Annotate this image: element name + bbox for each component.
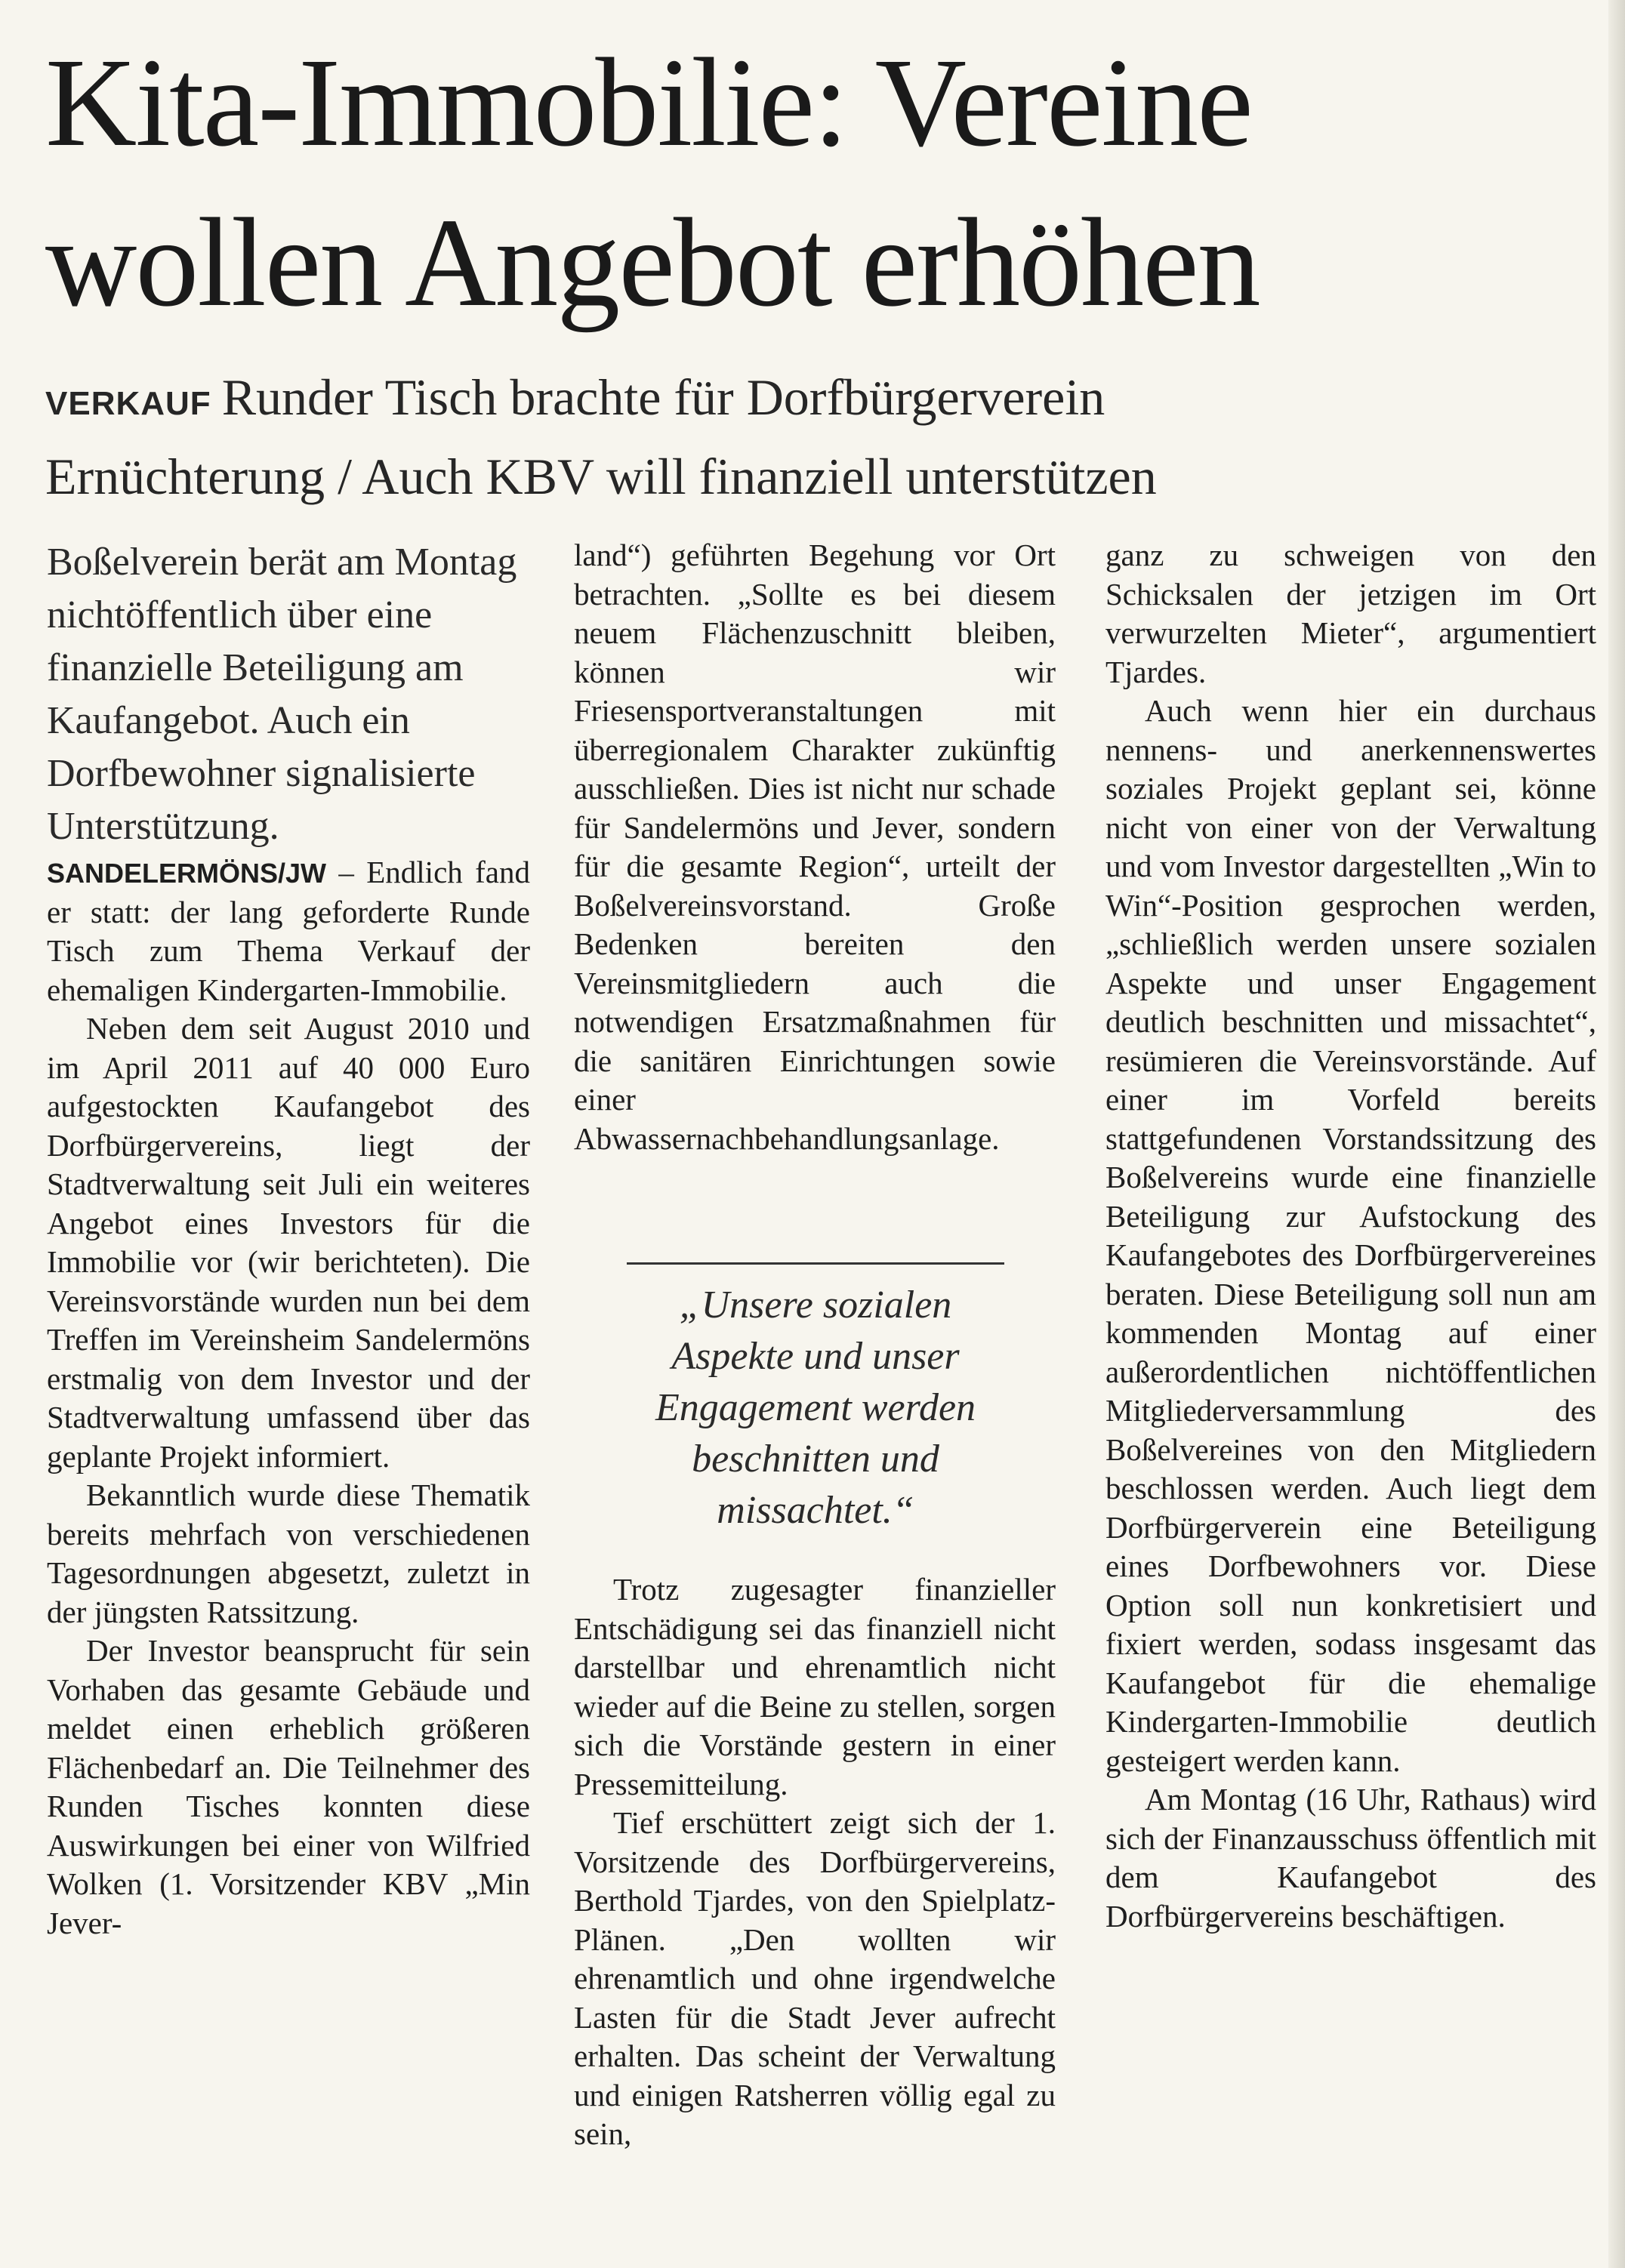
pull-quote: „Unsere sozialen Aspekte und unser Engagement werden beschnitten und missachtet.“ xyxy=(627,1262,1004,1536)
scan-edge-shadow xyxy=(1608,0,1625,2268)
column-1 xyxy=(47,536,530,1943)
column-2 xyxy=(574,536,1056,1158)
column-3 xyxy=(1105,536,1596,1936)
subhead-line-1 xyxy=(45,361,1593,440)
paragraph-3: Bekanntlich wurde diese Thematik bereits mehrfach von verschiedenen Tagesordnungen abgesetzt, zuletzt in der jüngsten Ratssitzung. xyxy=(47,1478,530,1629)
headline-line-2: wollen Angebot erhöhen xyxy=(45,193,1260,333)
paragraph-1-text: – Endlich fand er statt: der lang geforderte Runde Tisch zum Thema Verkauf der ehemaligen Kindergarten-Immobilie. xyxy=(47,855,530,1007)
subhead-text-1: Runder Tisch brachte für Dorfbürgerverein xyxy=(221,368,1105,426)
paragraph-2: Neben dem seit August 2010 und im April 2011 auf 40 000 Euro aufgestockten Kaufangebot des Dorfbürgervereins, liegt der Stadtverwaltung seit Juli ein weiteres Angebot eines Investors für die Immobilie vor (wir berichteten). Die Vereinsvorstände wurden nun bei dem Treffen im Vereinsheim Sandelermöns erstmalig von dem Investor und der Stadtverwaltung umfassend über das geplante Projekt informiert. xyxy=(47,1011,530,1474)
dateline: SANDELERMÖNS/JW xyxy=(47,858,327,889)
headline xyxy=(45,23,1586,343)
subhead-line-2: Ernüchterung / Auch KBV will finanziell unterstützen xyxy=(45,448,1157,505)
paragraph-1 xyxy=(47,853,530,1009)
subheadline xyxy=(45,361,1593,513)
kicker: VERKAUF xyxy=(45,385,211,422)
headline-line-1: Kita-Immobilie: Vereine xyxy=(45,32,1252,173)
paragraph-10: Am Montag (16 Uhr, Rathaus) wird sich der Finanzausschuss öffentlich mit dem Kaufangebot des Dorfbürgervereins beschäftigen. xyxy=(1105,1782,1596,1934)
paragraph-6: Trotz zugesagter finanzieller Entschädigung sei das finanziell nicht darstellbar und ehrenamtlich nicht wieder auf die Beine zu stellen, sorgen sich die Vorstände gestern in einer Pressemitteilung. xyxy=(574,1572,1056,1801)
column-2-continued xyxy=(574,1570,1056,2154)
paragraph-7: Tief erschüttert zeigt sich der 1. Vorsitzende des Dorfbürgervereins, Berthold Tjardes, von den Spielplatz-Plänen. „Den wollten wir ehrenamtlich und ohne irgendwelche Lasten für die Stadt Jever aufrecht erhalten. Das scheint der Verwaltung und einigen Ratsherren völlig egal zu sein, xyxy=(574,1805,1056,2151)
paragraph-8: ganz zu schweigen von den Schicksalen der jetzigen im Ort verwurzelten Mieter“, argumentiert Tjardes. xyxy=(1105,538,1596,689)
paragraph-4: Der Investor beansprucht für sein Vorhaben das gesamte Gebäude und meldet einen erheblich größeren Flächenbedarf an. Die Teilnehmer des Runden Tisches konnten diese Auswirkungen bei einer von Wilfried Wolken (1. Vorsitzender KBV „Min Jever- xyxy=(47,1633,530,1940)
paragraph-5: land“) geführten Begehung vor Ort betrachten. „Sollte es bei diesem neuem Flächenzuschnitt bleiben, können wir Friesensportveranstaltungen mit überregionalem Charakter zukünftig ausschließen. Dies ist nicht nur schade für Sandelermöns und Jever, sondern für die gesamte Region“, urteilt der Boßelvereinsvorstand. Große Bedenken bereiten den Vereinsmitgliedern auch die notwendigen Ersatzmaßnahmen für die sanitären Einrichtungen sowie einer Abwassernachbehandlungsanlage. xyxy=(574,538,1056,1156)
paragraph-9: Auch wenn hier ein durchaus nennens- und anerkennenswertes soziales Projekt geplant sei, könne nicht von einer von der Verwaltung und vom Investor dargestellten „Win to Win“-Position gesprochen werden, „schließlich werden unsere sozialen Aspekte und unser Engagement deutlich beschnitten und missachtet“, resümieren die Vereinsvorstände. Auf einer im Vorfeld bereits stattgefundenen Vorstandssitzung des Boßelvereins wurde eine finanzielle Beteiligung zur Aufstockung des Kaufangebotes des Dorfbürgervereines beraten. Diese Beteiligung soll nun am kommenden Montag auf einer außerordentlichen nichtöffentlichen Mitgliederversammlung des Boßelvereines von den Mitgliedern beschlossen werden. Auch liegt dem Dorfbürgerverein eine Beteiligung eines Dorfbewohners vor. Diese Option soll nun konkretisiert und fixiert werden, sodass insgesamt das Kaufangebot für die ehemalige Kindergarten-Immobilie deutlich gesteigert werden kann. xyxy=(1105,693,1596,1778)
teaser: Boßelverein berät am Montag nichtöffentlich über eine finanzielle Beteiligung am Kaufangebot. Auch ein Dorfbewohner signalisierte Unterstützung. xyxy=(47,541,517,848)
